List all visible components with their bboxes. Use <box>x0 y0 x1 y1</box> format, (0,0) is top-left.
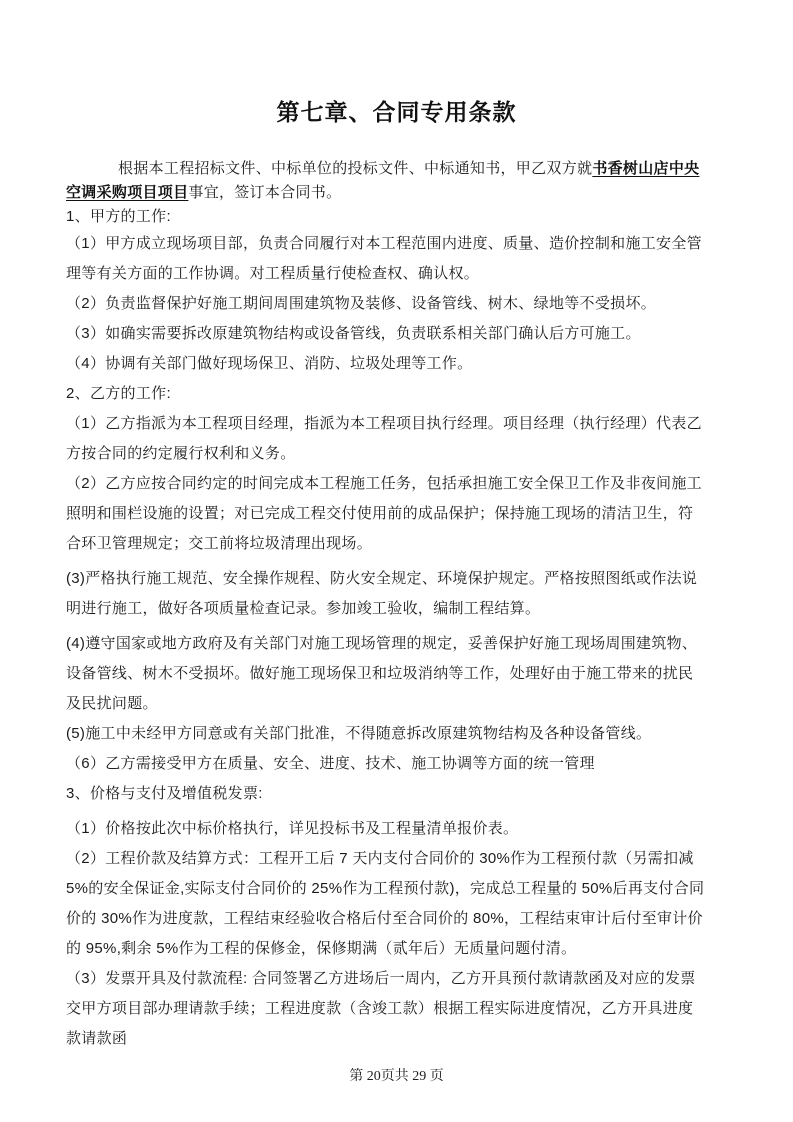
paragraph <box>66 205 707 229</box>
paragraph <box>66 157 707 205</box>
text-segment: （4）协调有关部门做好现场保卫、消防、垃圾处理等工作。 <box>66 355 473 372</box>
paragraph <box>66 289 707 319</box>
paragraph <box>66 409 707 469</box>
text-segment: 根据本工程招标文件、中标单位的投标文件、中标通知书，甲乙双方就 <box>118 160 593 177</box>
text-segment: （1）价格按此次中标价格执行，详见投标书及工程量清单报价表。 <box>66 820 519 837</box>
paragraph <box>66 229 707 289</box>
text-segment: （2）乙方应按合同约定的时间完成本工程施工任务，包括承担施工安全保卫工作及非夜间施工照明和围栏设施的设置；对已完成工程交付使用前的成品保护；保持施工现场的清洁卫生，符合环卫管理规定；交工前将垃圾清理出现场。 <box>66 475 702 552</box>
text-segment: （2）负责监督保护好施工期间周围建筑物及装修、设备管线、树木、绿地等不受损坏。 <box>66 295 657 312</box>
text-segment: (5)施工中未经甲方同意或有关部门批准，不得随意拆改原建筑物结构及各种设备管线。 <box>66 725 652 742</box>
text-segment: （2）工程价款及结算方式：工程开工后 7 天内支付合同价的 30%作为工程预付款（另需扣减 5%的安全保证金,实际支付合同价的 25%作为工程预付款)，完成总工程量的 50%后再支付合同价的 30%作为进度款，工程结束经验收合格后付至合同价的 80%，工程结束审计后付至审计价的 95%,剩余 5%作为工程的保修金，保修期满（贰年后）无质量问题付清。 <box>66 850 705 957</box>
document-body <box>66 157 707 1054</box>
text-segment: （1）乙方指派为本工程项目经理，指派为本工程项目执行经理。项目经理（执行经理）代表乙方按合同的约定履行权利和义务。 <box>66 415 702 462</box>
paragraph <box>66 379 707 409</box>
paragraph <box>66 749 707 779</box>
project-name-emphasis: 书香树山店中央空调采购项目项目 <box>66 160 700 201</box>
paragraph <box>66 719 707 749</box>
text-segment: 事宜，签订本合同书。 <box>188 184 342 201</box>
text-segment: 1、甲方的工作: <box>66 208 171 225</box>
text-segment: (4)遵守国家或地方政府及有关部门对施工现场管理的规定，妥善保护好施工现场周围建筑物、设备管线、树木不受损坏。做好施工现场保卫和垃圾消纳等工作，处理好由于施工带来的扰民及民扰问题。 <box>66 635 698 712</box>
paragraph <box>66 469 707 559</box>
page-number: 第 20页共 29 页 <box>349 1069 444 1084</box>
text-segment: （3）如确实需要拆改原建筑物结构或设备管线，负责联系相关部门确认后方可施工。 <box>66 325 641 342</box>
paragraph <box>66 319 707 349</box>
paragraph <box>66 564 707 624</box>
page-title: 第七章、合同专用条款 <box>276 99 517 125</box>
paragraph <box>66 349 707 379</box>
text-segment: 3、价格与支付及增值税发票: <box>66 785 263 802</box>
text-segment: (3)严格执行施工规范、安全操作规程、防火安全规定、环境保护规定。严格按照图纸或作法说明进行施工，做好各项质量检查记录。参加竣工验收，编制工程结算。 <box>66 570 698 617</box>
text-segment: 2、乙方的工作: <box>66 385 171 402</box>
text-segment: （3）发票开具及付款流程: 合同签署乙方进场后一周内，乙方开具预付款请款函及对应的发票交甲方项目部办理请款手续；工程进度款（含竣工款）根据工程实际进度情况，乙方开具进度款请款函 <box>66 970 696 1047</box>
text-segment: （6）乙方需接受甲方在质量、安全、进度、技术、施工协调等方面的统一管理 <box>66 755 595 772</box>
paragraph <box>66 629 707 719</box>
paragraph <box>66 964 707 1054</box>
paragraph <box>66 779 707 809</box>
paragraph <box>66 844 707 964</box>
paragraph <box>66 814 707 844</box>
text-segment: （1）甲方成立现场项目部，负责合同履行对本工程范围内进度、质量、造价控制和施工安全管理等有关方面的工作协调。对工程质量行使检查权、确认权。 <box>66 235 702 282</box>
